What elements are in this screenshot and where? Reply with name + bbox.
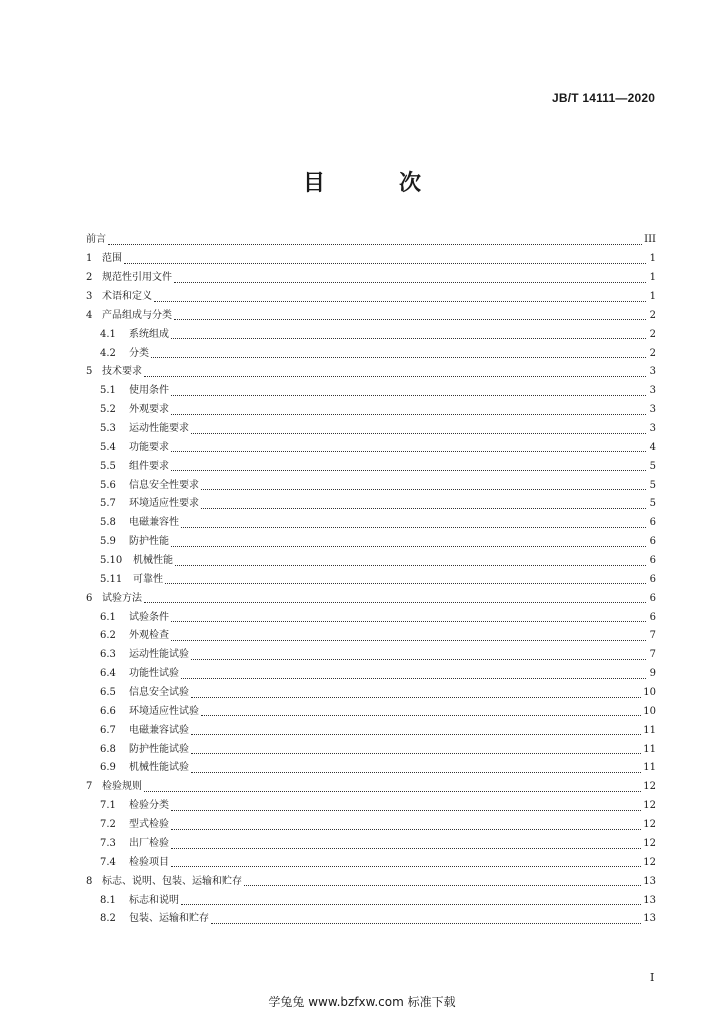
toc-entry-title: 防护性能试验 <box>129 743 189 755</box>
toc-entry-page: 10 <box>643 705 656 717</box>
toc-leader-dots <box>181 518 646 528</box>
toc-entry-title: 组件要求 <box>129 460 169 472</box>
toc-entry-page: 1 <box>649 291 656 302</box>
toc-entry[interactable] <box>86 816 656 835</box>
toc-entry-number: 6 <box>86 592 93 604</box>
toc-entry-page: 5 <box>649 460 656 472</box>
toc-entry-title: 标志、说明、包装、运输和贮存 <box>102 875 242 887</box>
toc-entry[interactable] <box>86 514 656 533</box>
toc-entry[interactable] <box>86 759 656 778</box>
toc-leader-dots <box>171 386 646 396</box>
toc-entry-number: 6.1 <box>100 611 116 623</box>
toc-entry[interactable] <box>86 627 656 646</box>
toc-leader-dots <box>144 782 641 792</box>
toc-entry-number: 5.6 <box>100 479 116 491</box>
toc-entry-number: 6.3 <box>100 649 116 661</box>
toc-entry[interactable] <box>86 646 656 665</box>
toc-leader-dots <box>201 706 641 716</box>
toc-entry[interactable] <box>86 420 656 439</box>
toc-leader-dots <box>171 461 646 471</box>
toc-entry-title: 环境适应性试验 <box>129 705 199 717</box>
toc-entry-number: 7.2 <box>100 819 116 831</box>
toc-entry[interactable] <box>86 269 656 288</box>
toc-entry[interactable] <box>86 608 656 627</box>
toc-leader-dots <box>175 556 646 566</box>
toc-entry-page: 6 <box>649 592 656 604</box>
standard-number: JB/T 14111—2020 <box>552 91 656 105</box>
toc-entry-title: 机械性能 <box>133 555 173 567</box>
toc-entry[interactable] <box>86 721 656 740</box>
toc-entry[interactable] <box>86 401 656 420</box>
toc-entry-number: 6.7 <box>100 724 116 736</box>
toc-entry-page: 13 <box>643 875 656 887</box>
toc-entry-page: 6 <box>649 517 656 529</box>
toc-entry[interactable] <box>86 910 656 929</box>
toc-leader-dots <box>108 235 642 245</box>
toc-entry-title: 术语和定义 <box>102 291 152 302</box>
toc-entry-title: 运动性能试验 <box>129 649 189 661</box>
toc-entry-page: 12 <box>643 856 656 868</box>
toc-entry-number: 1 <box>86 253 93 265</box>
toc-entry-page: 12 <box>643 837 656 849</box>
toc-entry[interactable] <box>86 495 656 514</box>
toc-entry-page: 5 <box>649 498 656 510</box>
toc-entry-title: 试验条件 <box>129 611 169 623</box>
toc-entry-number: 7.1 <box>100 800 116 812</box>
toc-entry-title: 标志和说明 <box>129 894 179 906</box>
toc-entry-page: 4 <box>649 441 656 453</box>
toc-entry-number: 6.9 <box>100 762 116 774</box>
toc-leader-dots <box>191 650 646 660</box>
toc-leader-dots <box>191 744 641 754</box>
toc-entry-number: 3 <box>86 291 93 302</box>
toc-entry-number: 8 <box>86 875 93 887</box>
toc-entry-page: 3 <box>649 366 656 378</box>
toc-entry-title: 技术要求 <box>102 366 142 378</box>
toc-entry-title: 试验方法 <box>102 592 142 604</box>
toc-entry-number: 5.1 <box>100 385 116 397</box>
toc-leader-dots <box>144 593 646 603</box>
toc-entry-page: 6 <box>649 536 656 548</box>
page-number: I <box>650 971 655 984</box>
toc-entry-title: 检验项目 <box>129 856 169 868</box>
toc-entry-page: 12 <box>643 800 656 812</box>
toc-leader-dots <box>154 292 646 302</box>
toc-entry-page: 12 <box>643 781 656 793</box>
toc-leader-dots <box>171 537 646 547</box>
toc-entry-page: 6 <box>649 611 656 623</box>
toc-leader-dots <box>191 725 641 735</box>
toc-entry-page: 13 <box>643 913 656 925</box>
toc-entry[interactable] <box>86 382 656 401</box>
toc-entry-number: 8.1 <box>100 894 116 906</box>
toc-entry-number: 7 <box>86 781 93 793</box>
toc-entry-title: 外观要求 <box>129 404 169 416</box>
toc-entry[interactable] <box>86 835 656 854</box>
footer-watermark: 学兔兔 www.bzfxw.com 标准下载 <box>268 995 456 1009</box>
toc-entry-number: 5.8 <box>100 517 116 529</box>
toc-entry-title: 规范性引用文件 <box>102 272 172 284</box>
toc-entry-page: 6 <box>649 555 656 567</box>
toc-entry[interactable] <box>86 684 656 703</box>
toc-entry-title: 外观检查 <box>129 630 169 642</box>
toc-entry-number: 6.2 <box>100 630 116 642</box>
toc-entry[interactable] <box>86 891 656 910</box>
toc-entry-title: 机械性能试验 <box>129 762 189 774</box>
toc-entry-number: 8.2 <box>100 913 116 925</box>
toc-entry-title: 信息安全试验 <box>129 687 189 699</box>
toc-entry-number: 5 <box>86 366 93 378</box>
toc-entry[interactable] <box>86 570 656 589</box>
toc-leader-dots <box>181 895 641 905</box>
toc-leader-dots <box>171 857 641 867</box>
toc-entry-title: 运动性能要求 <box>129 423 189 435</box>
toc-entry-page: 7 <box>649 630 656 642</box>
toc-entry-number: 5.10 <box>100 555 123 567</box>
toc-entry-page: 10 <box>643 687 656 699</box>
toc-entry-title: 前言 <box>86 234 106 246</box>
toc-leader-dots <box>191 763 641 773</box>
toc-entry[interactable] <box>86 702 656 721</box>
toc-leader-dots <box>171 442 646 452</box>
toc-leader-dots <box>171 405 646 415</box>
toc-entry-title: 可靠性 <box>133 573 163 585</box>
toc-leader-dots <box>211 914 641 924</box>
toc-leader-dots <box>191 424 646 434</box>
toc-entry-page: 12 <box>643 819 656 831</box>
toc-entry-page: 5 <box>649 479 656 491</box>
toc-entry[interactable] <box>86 231 656 250</box>
table-of-contents <box>86 231 656 929</box>
toc-entry-title: 系统组成 <box>129 328 169 340</box>
toc-leader-dots <box>174 273 646 283</box>
toc-entry-title: 使用条件 <box>129 385 169 397</box>
toc-entry-page: 6 <box>649 573 656 585</box>
toc-entry-title: 检验分类 <box>129 800 169 812</box>
toc-leader-dots <box>171 612 646 622</box>
toc-leader-dots <box>171 801 641 811</box>
toc-leader-dots <box>174 310 646 320</box>
toc-entry[interactable] <box>86 533 656 552</box>
toc-entry-number: 5.4 <box>100 441 116 453</box>
toc-entry-number: 5.7 <box>100 498 116 510</box>
toc-leader-dots <box>201 480 646 490</box>
toc-entry-number: 7.3 <box>100 837 116 849</box>
toc-entry[interactable] <box>86 325 656 344</box>
toc-entry-page: III <box>644 234 656 246</box>
toc-entry-title: 分类 <box>129 347 149 359</box>
toc-entry[interactable] <box>86 457 656 476</box>
toc-entry-number: 6.4 <box>100 668 116 680</box>
toc-entry[interactable] <box>86 665 656 684</box>
toc-entry-page: 2 <box>649 328 656 340</box>
toc-entry-number: 5.3 <box>100 423 116 435</box>
toc-leader-dots <box>191 688 641 698</box>
toc-entry-page: 2 <box>649 347 656 359</box>
toc-entry[interactable] <box>86 552 656 571</box>
toc-entry-page: 2 <box>649 309 656 321</box>
toc-entry[interactable] <box>86 778 656 797</box>
toc-entry-title: 电磁兼容试验 <box>129 724 189 736</box>
toc-entry[interactable] <box>86 797 656 816</box>
toc-entry-page: 1 <box>649 272 656 284</box>
toc-leader-dots <box>171 839 641 849</box>
toc-entry-page: 1 <box>649 253 656 265</box>
toc-entry-number: 5.9 <box>100 536 116 548</box>
toc-entry-number: 4.2 <box>100 347 116 359</box>
toc-entry[interactable] <box>86 872 656 891</box>
toc-entry-title: 检验规则 <box>102 781 142 793</box>
toc-entry-number: 6.8 <box>100 743 116 755</box>
toc-entry-number: 5.5 <box>100 460 116 472</box>
toc-leader-dots <box>124 254 646 264</box>
toc-entry-page: 3 <box>649 404 656 416</box>
toc-entry[interactable] <box>86 853 656 872</box>
toc-leader-dots <box>151 348 646 358</box>
toc-entry-page: 9 <box>649 668 656 680</box>
toc-entry-number: 4.1 <box>100 328 116 340</box>
toc-entry-title: 环境适应性要求 <box>129 498 199 510</box>
toc-entry-page: 7 <box>649 649 656 661</box>
toc-entry-number: 5.11 <box>100 573 123 585</box>
page-title: 目 次 <box>302 171 447 196</box>
toc-entry-title: 产品组成与分类 <box>102 309 172 321</box>
toc-leader-dots <box>171 329 646 339</box>
toc-leader-dots <box>165 574 646 584</box>
toc-entry-number: 6.6 <box>100 705 116 717</box>
toc-entry-number: 6.5 <box>100 687 116 699</box>
toc-entry-title: 范围 <box>102 253 122 265</box>
toc-leader-dots <box>244 876 641 886</box>
toc-entry[interactable] <box>86 740 656 759</box>
toc-entry[interactable] <box>86 306 656 325</box>
toc-entry[interactable] <box>86 363 656 382</box>
toc-entry-number: 5.2 <box>100 404 116 416</box>
toc-entry[interactable] <box>86 589 656 608</box>
toc-entry[interactable] <box>86 438 656 457</box>
toc-entry-page: 13 <box>643 894 656 906</box>
toc-entry-title: 功能要求 <box>129 441 169 453</box>
toc-entry-page: 11 <box>643 743 656 755</box>
toc-entry-page: 3 <box>649 385 656 397</box>
toc-entry-page: 11 <box>643 724 656 736</box>
toc-entry-page: 11 <box>643 762 656 774</box>
toc-entry-number: 2 <box>86 272 93 284</box>
toc-entry[interactable] <box>86 476 656 495</box>
toc-entry-number: 4 <box>86 309 93 321</box>
toc-leader-dots <box>171 631 646 641</box>
toc-entry-title: 型式检验 <box>129 819 169 831</box>
toc-entry-title: 电磁兼容性 <box>129 517 179 529</box>
toc-entry-title: 出厂检验 <box>129 837 169 849</box>
toc-entry-title: 防护性能 <box>129 536 169 548</box>
toc-entry[interactable] <box>86 288 656 307</box>
toc-leader-dots <box>144 367 646 377</box>
toc-leader-dots <box>201 499 646 509</box>
toc-entry-number: 7.4 <box>100 856 116 868</box>
toc-entry-page: 3 <box>649 423 656 435</box>
toc-entry-title: 包装、运输和贮存 <box>129 913 209 925</box>
toc-entry[interactable] <box>86 344 656 363</box>
toc-entry-title: 信息安全性要求 <box>129 479 199 491</box>
toc-entry-title: 功能性试验 <box>129 668 179 680</box>
toc-entry[interactable] <box>86 250 656 269</box>
toc-leader-dots <box>181 669 646 679</box>
toc-leader-dots <box>171 820 641 830</box>
